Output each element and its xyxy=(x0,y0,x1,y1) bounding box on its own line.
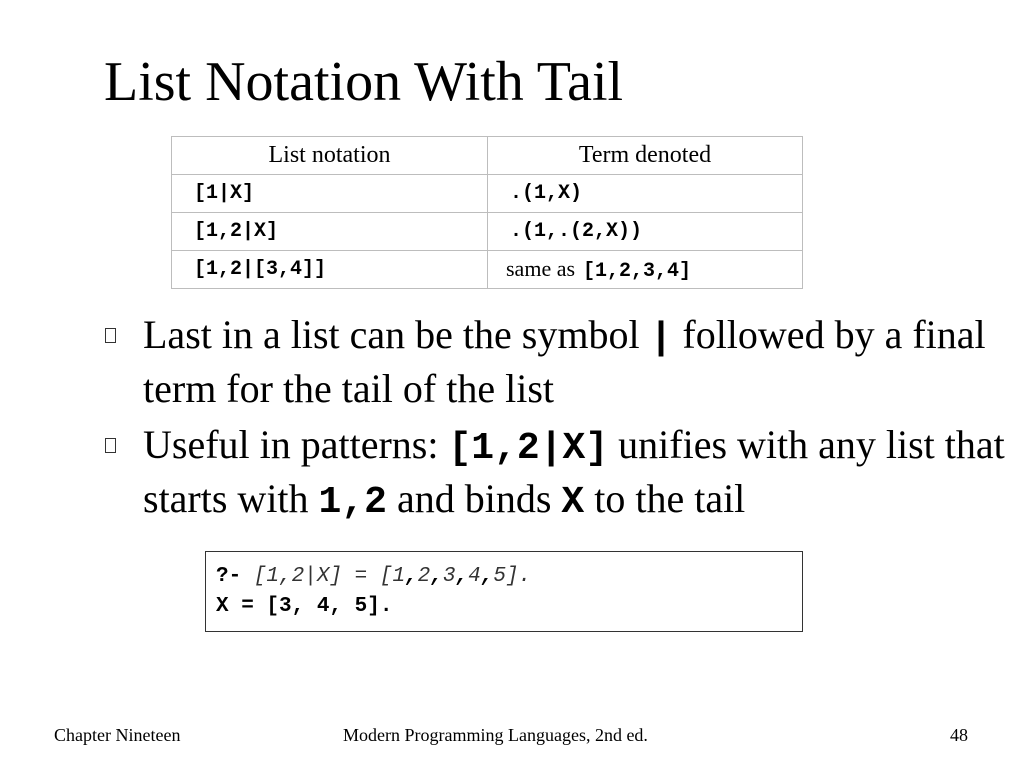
table-row xyxy=(172,213,803,251)
bullet-text: Last in a list can be the symbol xyxy=(143,312,650,357)
column-header-list-notation: List notation xyxy=(172,137,488,175)
table-row xyxy=(172,175,803,213)
bullet-marker-icon xyxy=(105,438,116,453)
list-notation-cell: [1,2|[3,4]] xyxy=(172,251,488,289)
bullet-text: and binds xyxy=(386,476,562,521)
code-variable: X xyxy=(561,481,585,524)
term-denoted-cell: .(1,X) xyxy=(488,175,803,213)
query-segment: 2 xyxy=(417,565,431,588)
term-code-text: [1,2,3,4] xyxy=(583,260,692,283)
bullet-text: Useful in patterns: xyxy=(143,422,449,467)
bullet-marker-icon xyxy=(105,328,116,343)
bullet-list xyxy=(105,310,1005,534)
bullet-text: to the tail xyxy=(584,476,746,521)
list-notation-cell: [1|X] xyxy=(172,175,488,213)
bullet-tail-symbol xyxy=(105,310,1005,414)
bullet-text: unifies with any list that starts with xyxy=(143,422,1005,521)
footer-page-number: 48 xyxy=(950,725,968,745)
query-comma: , xyxy=(480,565,494,588)
term-denoted-cell xyxy=(488,251,803,289)
query-answer: X = [3, 4, 5]. xyxy=(216,595,393,618)
term-denoted-cell: .(1,.(2,X)) xyxy=(488,213,803,251)
slide-title: List Notation With Tail xyxy=(104,51,624,113)
footer-book-title: Modern Programming Languages, 2nd ed. xyxy=(343,725,648,745)
query-segment: 4 xyxy=(468,565,481,588)
query-comma: , xyxy=(430,565,443,588)
query-comma: , xyxy=(405,565,418,588)
code-bar-symbol: | xyxy=(649,317,673,360)
query-segment: 3 xyxy=(442,565,456,588)
table-row xyxy=(172,251,803,289)
notation-table xyxy=(171,136,803,289)
list-notation-cell: [1,2|X] xyxy=(172,213,488,251)
code-pattern: [1,2|X] xyxy=(448,427,609,470)
footer-chapter: Chapter Nineteen xyxy=(54,725,181,745)
code-prefix: 1,2 xyxy=(318,481,387,524)
column-header-term-denoted: Term denoted xyxy=(488,137,803,175)
term-prefix-text: same as xyxy=(506,256,576,281)
query-segment: [1,2|X] = [1 xyxy=(241,565,406,588)
table-header-row xyxy=(172,137,803,175)
bullet-patterns xyxy=(105,420,1005,528)
query-line xyxy=(216,562,802,592)
query-text xyxy=(241,565,531,588)
query-prompt: ?- xyxy=(216,565,242,588)
query-comma: , xyxy=(455,565,469,588)
bullet-text: followed by a final term for the tail of the list xyxy=(143,312,986,411)
query-segment: 5]. xyxy=(493,565,532,588)
prolog-query-box xyxy=(205,551,803,632)
